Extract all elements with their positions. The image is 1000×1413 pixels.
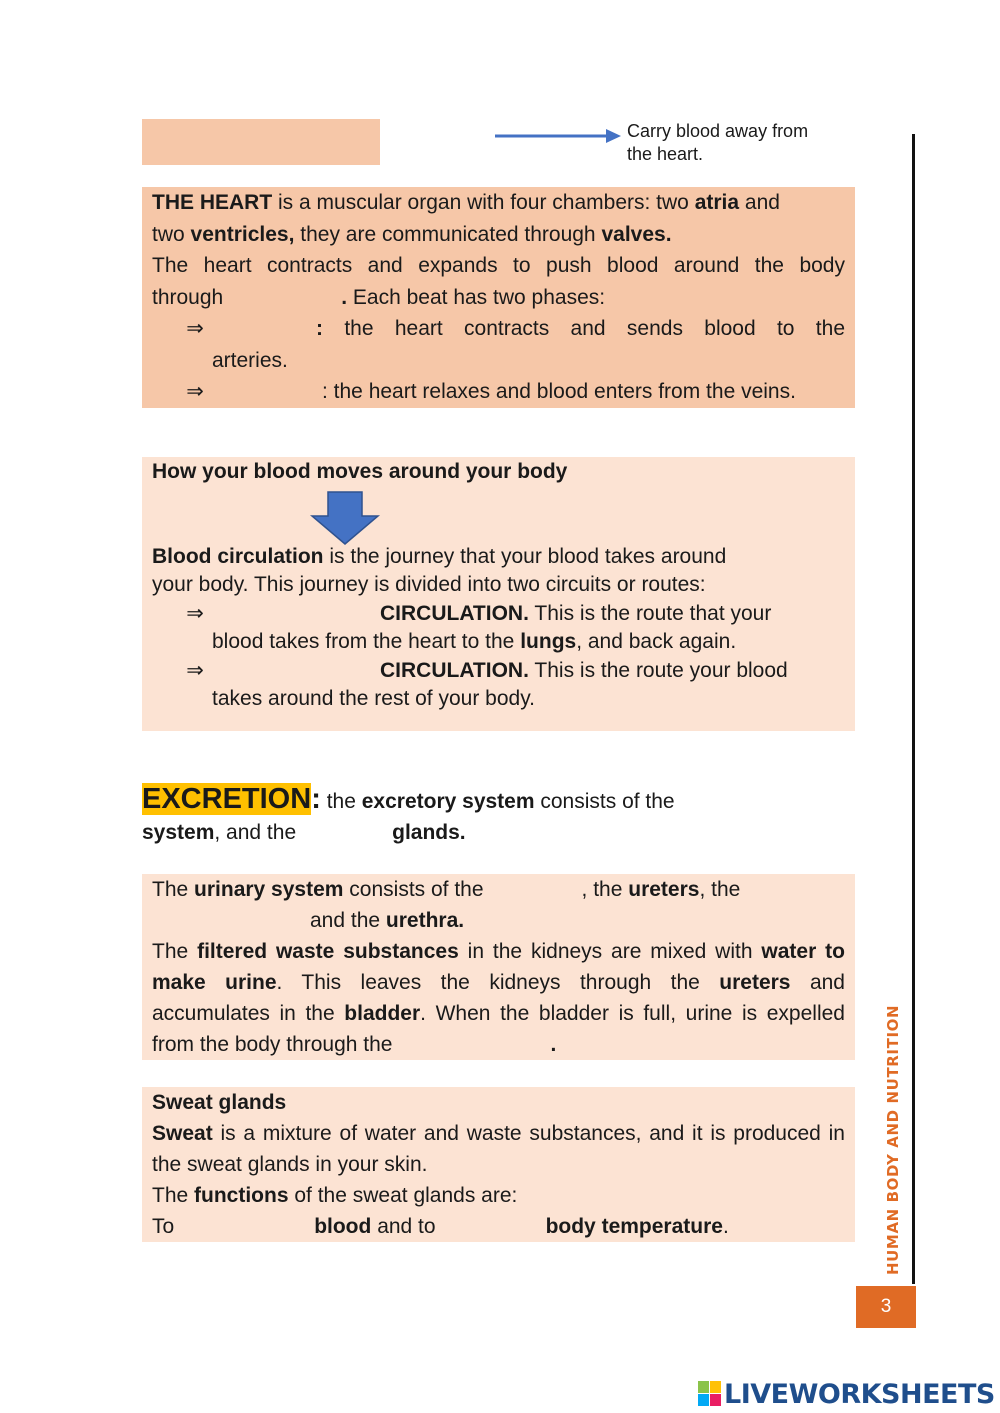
systemic-item-cont: takes around the rest of your body. <box>212 687 535 710</box>
circ-line2: your body. This journey is divided into two circuits or routes: <box>152 573 706 596</box>
heart-phase1: ⇒ : the heart contracts and sends blood to the <box>152 313 845 345</box>
heart-line4: through . Each beat has two phases: <box>152 282 845 314</box>
heart-phase2: ⇒ : the heart relaxes and blood enters from the veins. <box>152 376 845 408</box>
pulmonary-item-cont: blood takes from the heart to the lungs, and back again. <box>212 630 737 653</box>
blank-clean[interactable] <box>174 1212 314 1233</box>
heart-title: THE HEART <box>152 191 273 214</box>
sidebar-vertical-title: HUMAN BODY AND NUTRITION <box>884 1004 902 1275</box>
arrow-right-icon <box>493 126 625 146</box>
urinary-line1: The urinary system consists of the , the ureters, the <box>152 874 845 905</box>
arrow-note-line1: Carry blood away from <box>627 121 809 141</box>
implies-arrow-icon: ⇒ <box>186 602 204 625</box>
logo-text: LIVEWORKSHEETS <box>724 1378 995 1410</box>
page-number: 3 <box>880 1296 892 1317</box>
arrow-note-line2: the heart. <box>627 144 704 164</box>
arrow-note <box>627 120 808 166</box>
blank-bladder[interactable] <box>152 906 310 927</box>
arrow-down-icon <box>310 490 380 546</box>
blank-systemic[interactable] <box>210 656 380 677</box>
answer-box-top[interactable] <box>142 119 380 165</box>
page-number-badge <box>856 1286 916 1328</box>
sweat-section <box>142 1087 855 1242</box>
implies-arrow-icon: ⇒ <box>186 659 204 682</box>
blank-pulmonary[interactable] <box>210 599 380 620</box>
sidebar-rule <box>912 134 915 1284</box>
blank-excretion-1[interactable] <box>675 787 735 808</box>
blank-blood-vessels[interactable] <box>223 283 341 304</box>
blank-regulate[interactable] <box>436 1212 546 1233</box>
implies-arrow-icon: ⇒ <box>186 317 204 340</box>
implies-arrow-icon: ⇒ <box>186 380 204 403</box>
blood-circulation-section <box>142 457 855 731</box>
heart-line1: THE HEART is a muscular organ with four chambers: two atria and <box>152 191 780 214</box>
sweat-paragraph: Sweat is a mixture of water and waste substances, and it is produced in the sweat glands in your skin. <box>152 1122 845 1176</box>
sweat-functions: The functions of the sweat glands are: <box>152 1184 518 1207</box>
blank-kidneys[interactable] <box>484 875 582 896</box>
excretion-heading: EXCRETION: the excretory system consists of the system, and the glands. <box>142 784 855 848</box>
liveworksheets-logo[interactable] <box>698 1378 995 1410</box>
pulmonary-item: ⇒ CIRCULATION. This is the route that your <box>152 599 845 628</box>
excretion-title: EXCRETION <box>142 783 312 815</box>
liveworksheets-logo-icon <box>698 1381 722 1407</box>
blank-urethra[interactable] <box>393 1030 551 1051</box>
heart-phase1-cont: arteries. <box>212 348 288 372</box>
blank-phase2[interactable] <box>210 376 322 408</box>
urinary-paragraph: The filtered waste substances in the kidneys are mixed with water to make urine. This leaves the kidneys through the ureters and accumulates in the bladder. When the bladder is full, urine is expelled from the body through the . <box>152 940 845 1056</box>
blank-phase1[interactable] <box>210 313 316 345</box>
heart-line3: The heart contracts and expands to push blood around the body <box>152 254 845 277</box>
systemic-item: ⇒ CIRCULATION. This is the route your blood <box>152 656 845 685</box>
heart-section <box>142 187 855 408</box>
urinary-line2: and the urethra. <box>152 905 845 936</box>
circ-line1: Blood circulation is the journey that your blood takes around <box>152 545 727 568</box>
blood-heading: How your blood moves around your body <box>152 460 568 483</box>
sweat-heading: Sweat glands <box>152 1091 287 1114</box>
urinary-section <box>142 874 855 1060</box>
heart-line2: two ventricles, they are communicated through valves. <box>152 222 672 246</box>
blank-excretion-2[interactable] <box>296 818 392 839</box>
sweat-blanks-line: To blood and to body temperature. <box>152 1211 845 1242</box>
